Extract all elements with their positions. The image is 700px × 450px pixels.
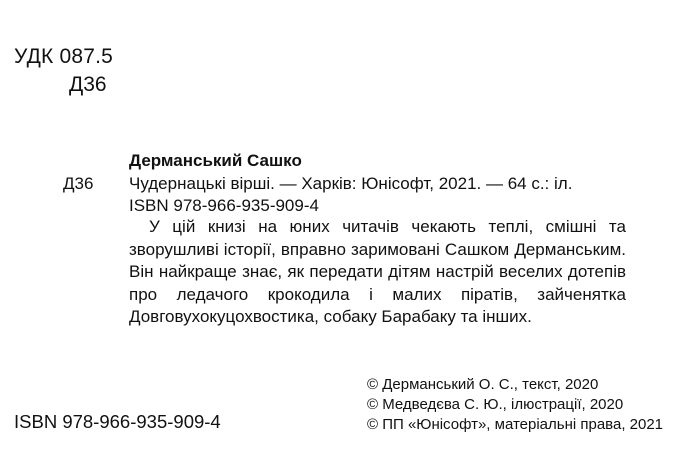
bibliographic-description: Чудернацькі вірші. — Харків: Юнісофт, 2021. — 64 с.: іл.: [129, 174, 573, 193]
author-name: Дерманський Сашко: [129, 151, 302, 170]
book-annotation: У цій книзі на юних читачів чекають теплі, смішні та зворушливі історії, вправно заримовані Сашком Дерманським. Він найкраще знає, як передати дітям настрій веселих дотепів про ледачого крокодила і малих піратів, зайченятка Довговухокуцохвостика, собаку Барабаку та інших.: [129, 217, 626, 326]
record-isbn: ISBN 978-966-935-909-4: [129, 196, 319, 215]
footer-isbn: ISBN 978-966-935-909-4: [14, 411, 221, 432]
card-index-mark: Д36: [63, 174, 94, 193]
copyright-line-illustrations: © Медведєва С. Ю., ілюстрації, 2020: [367, 396, 624, 413]
copyright-line-publisher: © ПП «Юнісофт», матеріальні права, 2021: [367, 416, 664, 433]
udk-code: УДК 087.5: [14, 45, 114, 68]
author-mark: Д36: [69, 73, 107, 96]
copyright-block: [367, 375, 663, 435]
copyright-line-text: © Дерманський О. С., текст, 2020: [367, 376, 599, 393]
